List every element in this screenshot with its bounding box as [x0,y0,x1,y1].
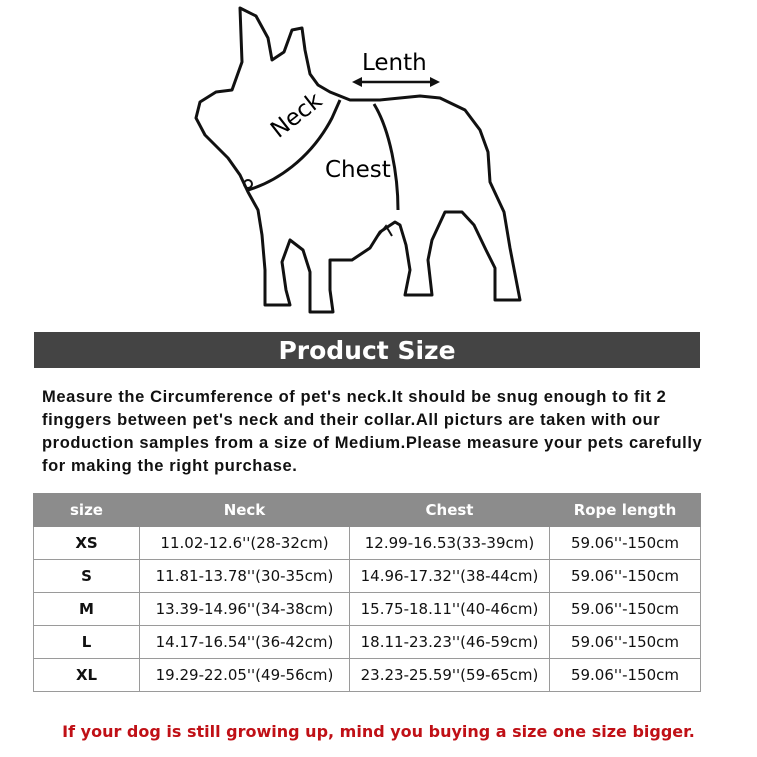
neck-cell: 19.29-22.05''(49-56cm) [140,659,350,692]
chest-label: Chest [325,157,391,183]
size-cell: S [34,560,140,593]
rope-length-cell: 59.06''-150cm [550,659,701,692]
chest-cell: 23.23-25.59''(59-65cm) [350,659,550,692]
header-rope-length: Rope length [550,494,701,527]
table-row [34,626,701,659]
rope-length-cell: 59.06''-150cm [550,593,701,626]
size-cell: M [34,593,140,626]
neck-cell: 14.17-16.54''(36-42cm) [140,626,350,659]
rope-length-cell: 59.06''-150cm [550,560,701,593]
table-row [34,593,701,626]
neck-label: Neck [266,87,328,144]
size-cell: XL [34,659,140,692]
size-table [33,493,701,692]
size-cell: L [34,626,140,659]
chest-cell: 12.99-16.53(33-39cm) [350,527,550,560]
table-row [34,560,701,593]
chest-cell: 15.75-18.11''(40-46cm) [350,593,550,626]
table-header-row [34,494,701,527]
product-size-banner [34,332,700,368]
banner-title: Product Size [278,335,456,365]
chest-cell: 18.11-23.23''(46-59cm) [350,626,550,659]
measure-instructions: Measure the Circumference of pet's neck.It should be snug enough to fit 2 finggers between pet's neck and their collar.All picturs are taken with our production samples from a size of Medium.Please measure your pets carefully for making the right purchase. [42,388,703,475]
rope-length-cell: 59.06''-150cm [550,626,701,659]
header-size: size [34,494,140,527]
size-cell: XS [34,527,140,560]
header-neck: Neck [140,494,350,527]
dog-measurement-diagram [0,0,757,330]
neck-cell: 13.39-14.96''(34-38cm) [140,593,350,626]
table-row [34,527,701,560]
header-chest: Chest [350,494,550,527]
neck-cell: 11.81-13.78''(30-35cm) [140,560,350,593]
sizing-advice-note: If your dog is still growing up, mind you buying a size one size bigger. [62,722,695,741]
table-row [34,659,701,692]
length-label: Lenth [362,50,427,76]
rope-length-cell: 59.06''-150cm [550,527,701,560]
chest-cell: 14.96-17.32''(38-44cm) [350,560,550,593]
neck-cell: 11.02-12.6''(28-32cm) [140,527,350,560]
